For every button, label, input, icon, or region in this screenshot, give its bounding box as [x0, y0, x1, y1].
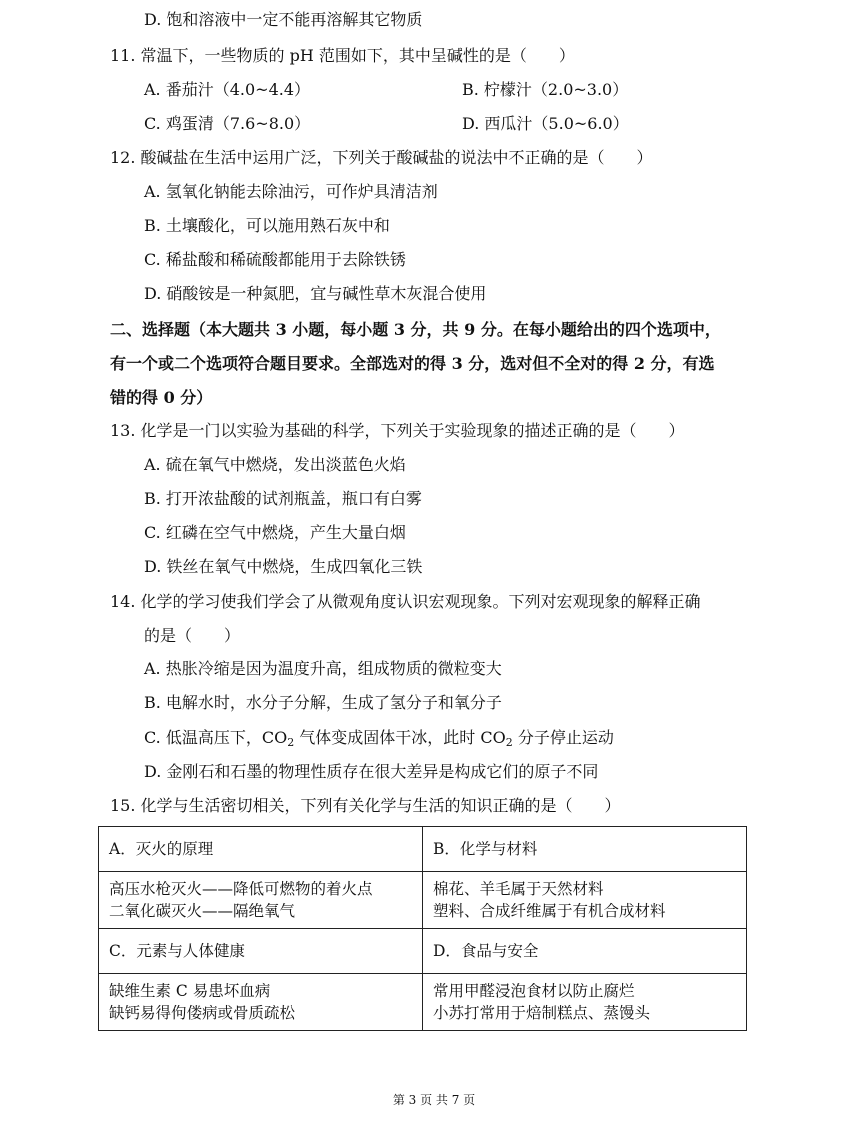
cell-c-line-1: 缺维生素 C 易患坏血病	[109, 982, 271, 1000]
page-number-footer: 第 3 页 共 7 页	[392, 1093, 476, 1107]
q14-option-c-subscript-1: 2	[287, 736, 295, 749]
q14-option-b: B. 电解水时，水分子分解，生成了氢分子和氧分子	[144, 693, 502, 712]
cell-d-line-2: 小苏打常用于焙制糕点、蒸馒头	[433, 1004, 651, 1022]
cell-c-body	[99, 974, 423, 1031]
q13-option-a: A. 硫在氧气中燃烧，发出淡蓝色火焰	[144, 455, 406, 474]
q11-option-b: B. 柠檬汁（2.0~3.0）	[462, 80, 629, 99]
cell-c-line-2: 缺钙易得佝偻病或骨质疏松	[109, 1004, 296, 1022]
q12-stem: 12. 酸碱盐在生活中运用广泛，下列关于酸碱盐的说法中不正确的是（ ）	[110, 148, 653, 167]
q11-stem: 11. 常温下，一些物质的 pH 范围如下，其中呈碱性的是（ ）	[110, 46, 575, 65]
q13-option-d: D. 铁丝在氧气中燃烧，生成四氧化三铁	[144, 557, 423, 576]
q11-option-c: C. 鸡蛋清（7.6~8.0）	[144, 114, 311, 133]
q12-option-c: C. 稀盐酸和稀硫酸都能用于去除铁锈	[144, 250, 406, 269]
section-2-heading-line-3: 错的得 0 分）	[110, 388, 213, 407]
cell-d-line-1: 常用甲醛浸泡食材以防止腐烂	[433, 982, 635, 1000]
q11-option-a: A. 番茄汁（4.0~4.4）	[144, 80, 311, 99]
q13-stem: 13. 化学是一门以实验为基础的科学，下列关于实验现象的描述正确的是（ ）	[110, 421, 685, 440]
q14-stem-line-2: 的是（ ）	[144, 626, 241, 645]
cell-a-line-2: 二氧化碳灭火——隔绝氧气	[109, 902, 296, 920]
cell-a-line-1: 高压水枪灭火——降低可燃物的着火点	[109, 880, 373, 898]
q14-option-c	[144, 728, 614, 748]
table-row	[99, 974, 747, 1031]
cell-b-title: B．化学与材料	[423, 827, 747, 872]
cell-b-line-1: 棉花、羊毛属于天然材料	[433, 880, 604, 898]
q12-option-d: D. 硝酸铵是一种氮肥，宜与碱性草木灰混合使用	[144, 284, 487, 303]
cell-d-body	[423, 974, 747, 1031]
q10-option-d: D. 饱和溶液中一定不能再溶解其它物质	[144, 10, 423, 29]
table-row	[99, 929, 747, 974]
q13-option-b: B. 打开浓盐酸的试剂瓶盖，瓶口有白雾	[144, 489, 422, 508]
cell-d-title: D．食品与安全	[423, 929, 747, 974]
cell-b-line-2: 塑料、合成纤维属于有机合成材料	[433, 902, 666, 920]
q13-option-c: C. 红磷在空气中燃烧，产生大量白烟	[144, 523, 406, 542]
section-2-heading-line-1: 二、选择题（本大题共 3 小题，每小题 3 分，共 9 分。在每小题给出的四个选项中，	[110, 320, 721, 339]
cell-a-title: A．灭火的原理	[99, 827, 423, 872]
q12-option-b: B. 土壤酸化，可以施用熟石灰中和	[144, 216, 390, 235]
q14-stem-line-1: 14. 化学的学习使我们学会了从微观角度认识宏观现象。下列对宏观现象的解释正确	[110, 592, 701, 611]
q11-option-d: D. 西瓜汁（5.0~6.0）	[462, 114, 629, 133]
table-row	[99, 872, 747, 929]
table-row	[99, 827, 747, 872]
q14-option-c-text-2: 气体变成固体干冰，此时 CO	[294, 728, 506, 747]
q14-option-c-text-1: C. 低温高压下，CO	[144, 728, 288, 747]
section-2-heading-line-2: 有一个或二个选项符合题目要求。全部选对的得 3 分，选对但不全对的得 2 分，有选	[110, 354, 715, 373]
q15-knowledge-table	[98, 826, 747, 1031]
q14-option-c-subscript-2: 2	[505, 736, 513, 749]
q15-stem: 15. 化学与生活密切相关，下列有关化学与生活的知识正确的是（ ）	[110, 796, 621, 815]
q14-option-c-text-3: 分子停止运动	[512, 728, 614, 747]
cell-b-body	[423, 872, 747, 929]
cell-a-body	[99, 872, 423, 929]
cell-c-title: C．元素与人体健康	[99, 929, 423, 974]
q14-option-d: D. 金刚石和石墨的物理性质存在很大差异是构成它们的原子不同	[144, 762, 599, 781]
q14-option-a: A. 热胀冷缩是因为温度升高，组成物质的微粒变大	[144, 659, 502, 678]
q12-option-a: A. 氢氧化钠能去除油污，可作炉具清洁剂	[144, 182, 438, 201]
